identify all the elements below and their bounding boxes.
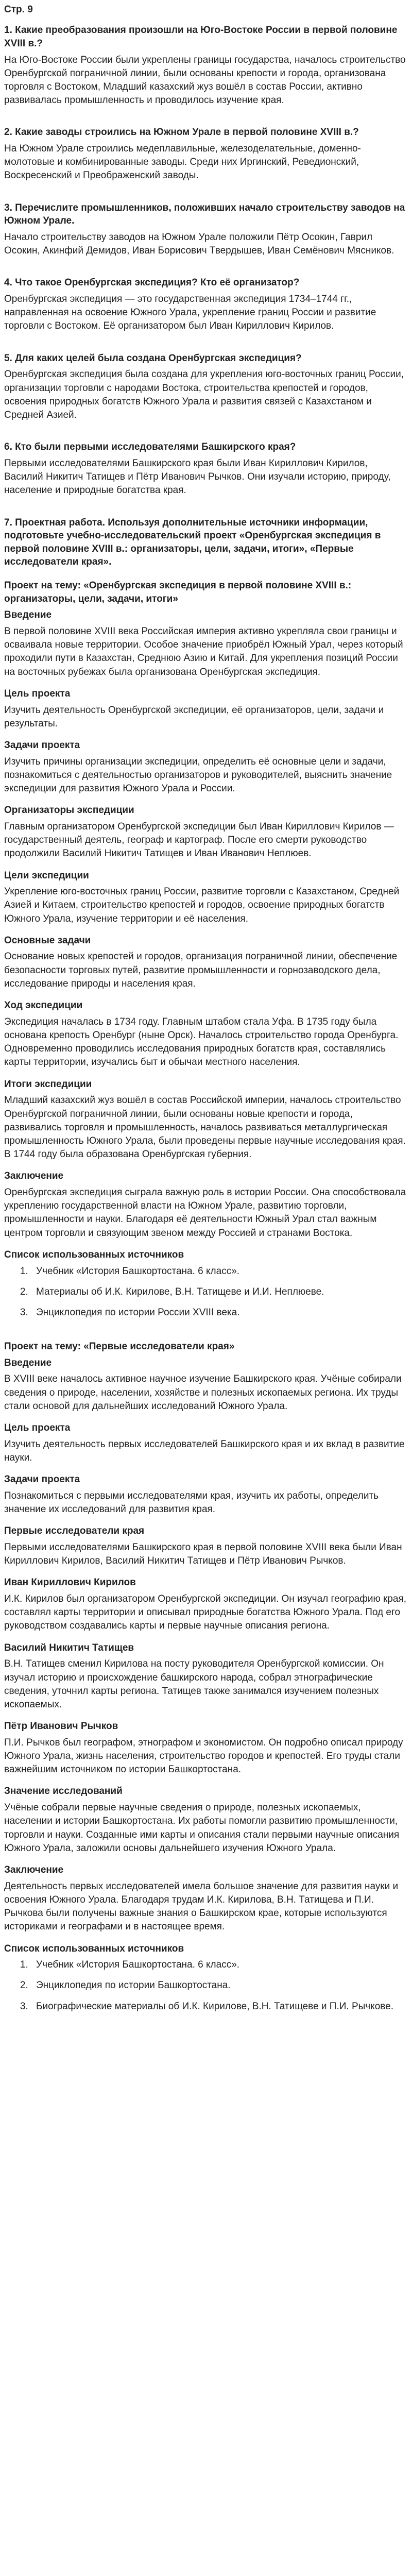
project-section (4, 869, 409, 926)
section-text: В первой половине XVIII века Российская империя активно укрепляла свои границы и осваивала новые территории. Особое значение приобрёл Южный Урал, через который проходили пути в Казахстан, Среднюю Азию и Китай. Для укрепления позиций России на восточных рубежах была организована Оренбургская экспедиция. (4, 625, 403, 677)
project-title: Проект на тему: «Оренбургская экспедиция в первой половине XVIII в.: организаторы, цели, задачи, итоги» (4, 580, 352, 604)
project-section (4, 608, 409, 679)
section-text: В.Н. Татищев сменил Кирилова на посту руководителя Оренбургской комиссии. Он изучал историю и происхождение башкирского народа, собрал этнографические сведения, уточнил карты региона. Татищев также занимался изучением полезных ископаемых. (4, 1658, 384, 1710)
section-heading: Основные задачи (4, 935, 91, 946)
project-section (4, 1473, 409, 1516)
project-first-explorers (4, 1340, 409, 2013)
project-section (4, 1720, 409, 1776)
question-heading: 6. Кто были первыми исследователями Башкирского края? (4, 442, 296, 453)
answer-text: Оренбургская экспедиция была создана для укрепления юго-восточных границ России, организации торговли с народами Востока, строительства крепостей и городов, освоения природных богатств Южного Урала и развития связей с Казахстаном и Средней Азией. (4, 369, 404, 420)
section-text: Младший казахский жуз вошёл в состав Российской империи, началось строительство Оренбургской пограничной линии, были основаны новые крепости и города, развивались торговля и промышленность, началось развиваться металлургическая промышленность Южного Урала, были проведены первые научные исследования края. В 1744 году была образована Оренбургская губерния. (4, 1095, 406, 1160)
source-item: 1. Учебник «История Башкортостана. 6 класс». (31, 1958, 409, 1972)
page-label: Стр. 9 (4, 4, 33, 15)
sources-heading: Список использованных источников (4, 1249, 184, 1260)
qa-item-7 (4, 516, 409, 569)
project-orenburg-expedition (4, 579, 409, 1319)
source-item: 2. Материалы об И.К. Кирилове, В.Н. Татищеве и И.И. Неплюеве. (31, 1285, 409, 1299)
source-item: 1. Учебник «История Башкортостана. 6 класс». (31, 1265, 409, 1278)
answer-text: Оренбургская экспедиция — это государственная экспедиция 1734–1744 гг., направленная на освоение Южного Урала, укрепление границ России и развитие торговли с Востоком. Её организатором был Иван Кириллович Кирилов. (4, 294, 376, 332)
sources-heading: Список использованных источников (4, 1943, 184, 1954)
section-heading: Цель проекта (4, 688, 71, 699)
question-heading: 4. Что такое Оренбургская экспедиция? Кто её организатор? (4, 277, 300, 289)
section-text: Изучить причины организации экспедиции, определить её основные цели и задачи, познакомиться с деятельностью организаторов и руководителей, выяснить значение экспедиции для развития Южного Урала и России. (4, 756, 392, 794)
project-section (4, 687, 409, 731)
project-section (4, 1078, 409, 1162)
section-heading: Итоги экспедиции (4, 1078, 92, 1090)
section-heading: Василий Никитич Татищев (4, 1642, 134, 1653)
section-text: Изучить деятельность первых исследователей Башкирского края и их вклад в развитие науки. (4, 1438, 405, 1463)
answer-text: Первыми исследователями Башкирского края были Иван Кириллович Кирилов, Василий Никитич Татищев и Пётр Иванович Рычков. Они изучали историю, природу, население и природные богатства края. (4, 457, 391, 496)
section-text: Познакомиться с первыми исследователями края, изучить их работы, определить значение их исследований для развития края. (4, 1490, 379, 1515)
source-item: 3. Энциклопедия по истории России XVIII века. (31, 1306, 409, 1319)
qa-list (4, 24, 409, 569)
answer-text: На Юго-Востоке России были укреплены границы государства, началось строительство Оренбургской пограничной линии, были основаны крепости и города, организована торговля с Востоком, Младший казахский жуз вошёл в состав России, активно развивалась промышленность и проводилось изучение края. (4, 54, 406, 106)
section-text: Главным организатором Оренбургской экспедиции был Иван Кириллович Кирилов — государственный деятель, географ и картограф. После его смерти руководство продолжили Василий Никитич Татищев и Иван Иванович Неплюев. (4, 821, 394, 859)
project-section (4, 1421, 409, 1465)
project-section (4, 739, 409, 795)
project-section (4, 1170, 409, 1240)
source-item: 3. Биографические материалы об И.К. Кирилове, В.Н. Татищеве и П.И. Рычкове. (31, 2000, 409, 2013)
section-heading: Пётр Иванович Рычков (4, 1721, 118, 1732)
answer-text: На Южном Урале строились медеплавильные, железоделательные, доменно-молотовые и комбинированные заводы. Среди них Иргинский, Реведионский, Воскресенский и Преображенский заводы. (4, 143, 361, 181)
sources-list (4, 1265, 409, 1320)
section-heading: Цель проекта (4, 1422, 71, 1434)
project-section (4, 999, 409, 1070)
section-text: Изучить деятельность Оренбургской экспедиции, её организаторов, цели, задачи и результаты. (4, 704, 384, 729)
answer-text: Начало строительству заводов на Южном Урале положили Пётр Осокин, Гаврил Осокин, Акинфий Демидов, Иван Борисович Твердышев, Иван Семёнович Мясников. (4, 231, 394, 257)
project-section (4, 1524, 409, 1568)
question-heading: 2. Какие заводы строились на Южном Урале в первой половине XVIII в.? (4, 127, 359, 138)
section-text: Основание новых крепостей и городов, организация пограничной линии, обеспечение безопасности торговых путей, развитие промышленности и горнозаводского дела, исследование природы и населения края. (4, 951, 398, 989)
project-title: Проект на тему: «Первые исследователи края» (4, 1341, 235, 1352)
section-text: И.К. Кирилов был организатором Оренбургской экспедиции. Он изучал географию края, составлял карты территории и описывал природные богатства Южного Урала. Под его руководством создавались карты и первые научные описания региона. (4, 1594, 407, 1632)
project-section (4, 934, 409, 991)
project-section (4, 1863, 409, 1934)
qa-item-6 (4, 440, 409, 497)
section-heading: Значение исследований (4, 1786, 123, 1797)
section-text: П.И. Рычков был географом, этнографом и экономистом. Он подробно описал природу Южного Урала, жизнь населения, строительство городов и крепостей. Его труды стали важнейшим источником по истории Башкортостана. (4, 1737, 403, 1775)
section-heading: Задачи проекта (4, 739, 80, 751)
qa-item-2 (4, 126, 409, 182)
project-section (4, 1785, 409, 1855)
sources-list (4, 1958, 409, 2013)
qa-item-4 (4, 276, 409, 333)
question-heading: 7. Проектная работа. Используя дополнительные источники информации, подготовьте учебно-исследовательский проект «Оренбургская экспедиция в первой половине XVIII в.: организаторы, цели, задачи, итоги», «Первые исследователи края». (4, 517, 381, 568)
section-heading: Цели экспедиции (4, 870, 89, 881)
section-text: Экспедиция началась в 1734 году. Главным штабом стала Уфа. В 1735 году была основана крепость Оренбург (ныне Орск). Началось строительство города Оренбурга. Одновременно проводились исследования природных богатств края, составлялись карты территории, изучались быт и обычаи местного населения. (4, 1016, 399, 1068)
section-heading: Задачи проекта (4, 1474, 80, 1485)
section-heading: Организаторы экспедиции (4, 805, 134, 816)
section-text: Деятельность первых исследователей имела большое значение для развития науки и освоения Южного Урала. Благодаря трудам И.К. Кирилова, В.Н. Татищева и П.И. Рычкова были получены важные знания о Башкирском крае, которые используются историками и географами и в настоящее время. (4, 1880, 399, 1933)
section-text: Первыми исследователями Башкирского края в первой половине XVIII века были Иван Кириллович Кирилов, Василий Никитич Татищев и Пётр Иванович Рычков. (4, 1541, 402, 1567)
qa-item-3 (4, 201, 409, 258)
project-section (4, 1641, 409, 1712)
qa-item-1 (4, 24, 409, 107)
section-heading: Ход экспедиции (4, 1000, 83, 1011)
project-section (4, 804, 409, 860)
project-section (4, 1357, 409, 1413)
section-text: Оренбургская экспедиция сыграла важную роль в истории России. Она способствовала укреплению государственной власти на Южном Урале, развитию торговли, промышленности и науки. Благодаря её деятельности Южный Урал стал важным центром торговли и связующим звеном между Россией и странами Востока. (4, 1187, 406, 1239)
qa-item-5 (4, 352, 409, 422)
section-heading: Введение (4, 609, 52, 621)
section-heading: Первые исследователи края (4, 1526, 145, 1537)
section-heading: Заключение (4, 1864, 64, 1875)
question-heading: 5. Для каких целей была создана Оренбургская экспедиция? (4, 352, 302, 364)
section-heading: Заключение (4, 1171, 64, 1182)
question-heading: 3. Перечислите промышленников, положивших начало строительству заводов на Южном Урале. (4, 202, 405, 227)
question-heading: 1. Какие преобразования произошли на Юго-Востоке России в первой половине XVIII в.? (4, 25, 398, 49)
section-text: Укрепление юго-восточных границ России, развитие торговли с Казахстаном, Средней Азией и Китаем, строительство крепостей и городов, освоение природных богатств Южного Урала, изучение территории и её населения. (4, 886, 400, 924)
project-section (4, 1576, 409, 1633)
source-item: 2. Энциклопедия по истории Башкортостана. (31, 1979, 409, 1992)
section-text: Учёные собрали первые научные сведения о природе, полезных ископаемых, населении и истории Башкортостана. Их работы помогли развитию промышленности, торговли и науки. Созданные ими карты и описания стали первыми научные описания Южного Урала, заложили основы дальнейшего изучения Южного Урала. (4, 1802, 400, 1854)
section-text: В XVIII веке началось активное научное изучение Башкирского края. Учёные собирали сведения о природе, населении, хозяйстве и полезных ископаемых региона. Их труды стали основой для дальнейших исследований Южного Урала. (4, 1374, 402, 1412)
section-heading: Иван Кириллович Кирилов (4, 1577, 136, 1588)
section-heading: Введение (4, 1357, 52, 1368)
